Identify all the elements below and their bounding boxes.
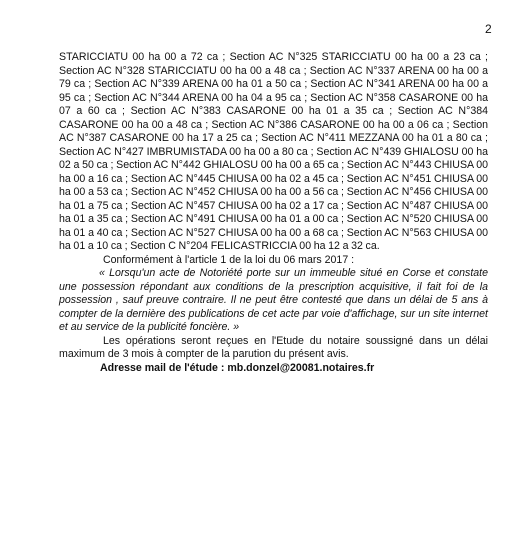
parcel-list-paragraph: STARICCIATU 00 ha 00 a 72 ca ; Section AC N°325 STARICCIATU 00 ha 00 a 23 ca ; Section AC N°328 STARICCIATU 00 ha 00 a 48 ca ; Section AC N°337 ARENA 00 ha 00 a 79 ca ; Section AC N°339 ARENA 00 ha 01 a 50 ca ; Section AC N°341 ARENA 00 ha 00 a 95 ca ; Section AC N°344 ARENA 00 ha 04 a 95 ca ; Section AC N°358 CASARONE 00 ha 07 a 60 ca ; Section AC N°383 CASARONE 00 ha 01 a 35 ca ; Section AC N°384 CASARONE 00 ha 00 a 48 ca ; Section AC N°386 CASARONE 00 ha 00 a 06 ca ; Section AC N°387 CASARONE 00 ha 17 a 25 ca ; Section AC N°411 MEZZANA 00 ha 01 a 80 ca ; Section AC N°427 IMBRUMISTADA 00 ha 00 a 80 ca ; Section AC N°439 GHIALOSU 00 ha 02 a 50 ca ; Section AC N°442 GHIALOSU 00 ha 00 a 65 ca ; Section AC N°443 CHIUSA 00 ha 00 a 16 ca ; Section AC N°445 CHIUSA 00 ha 02 a 45 ca ; Section AC N°451 CHIUSA 00 ha 00 a 53 ca ; Section AC N°452 CHIUSA 00 ha 00 a 56 ca ; Section AC N°456 CHIUSA 00 ha 01 a 75 ca ; Section AC N°457 CHIUSA 00 ha 02 a 17 ca ; Section AC N°487 CHIUSA 00 ha 01 a 35 ca ; Section AC N°491 CHIUSA 00 ha 01 a 00 ca ; Section AC N°520 CHIUSA 00 ha 01 a 40 ca ; Section AC N°527 CHIUSA 00 ha 00 a 68 ca ; Section AC N°563 CHIUSA 00 ha 01 a 10 ca ; Section C N°204 FELICASTRICCIA 00 ha 12 a 32 ca. <box>59 51 488 252</box>
law-quote-paragraph: « Lorsqu'un acte de Notoriété porte sur un immeuble situé en Corse et constate une possession répondant aux conditions de la prescription acquisitive, il fait foi de la possession , sauf preuve contraire. Il ne peut être contesté que dans un délai de 5 ans à compter de la dernière des publications de cet acte par voie d'affichage, sur un site internet et au service de la publicité foncière. » <box>59 267 488 333</box>
page-number: 2 <box>485 22 492 36</box>
office-email-line: Adresse mail de l'étude : mb.donzel@20081.notaires.fr <box>100 361 375 374</box>
oppositions-notice-paragraph: Les opérations seront reçues en l'Etude du notaire soussigné dans un délai maximum de 3 mois à compter de la parution du présent avis. <box>59 334 488 360</box>
notice-body <box>59 51 488 375</box>
law-reference-line: Conformément à l'article 1 de la loi du 06 mars 2017 : <box>103 253 355 266</box>
